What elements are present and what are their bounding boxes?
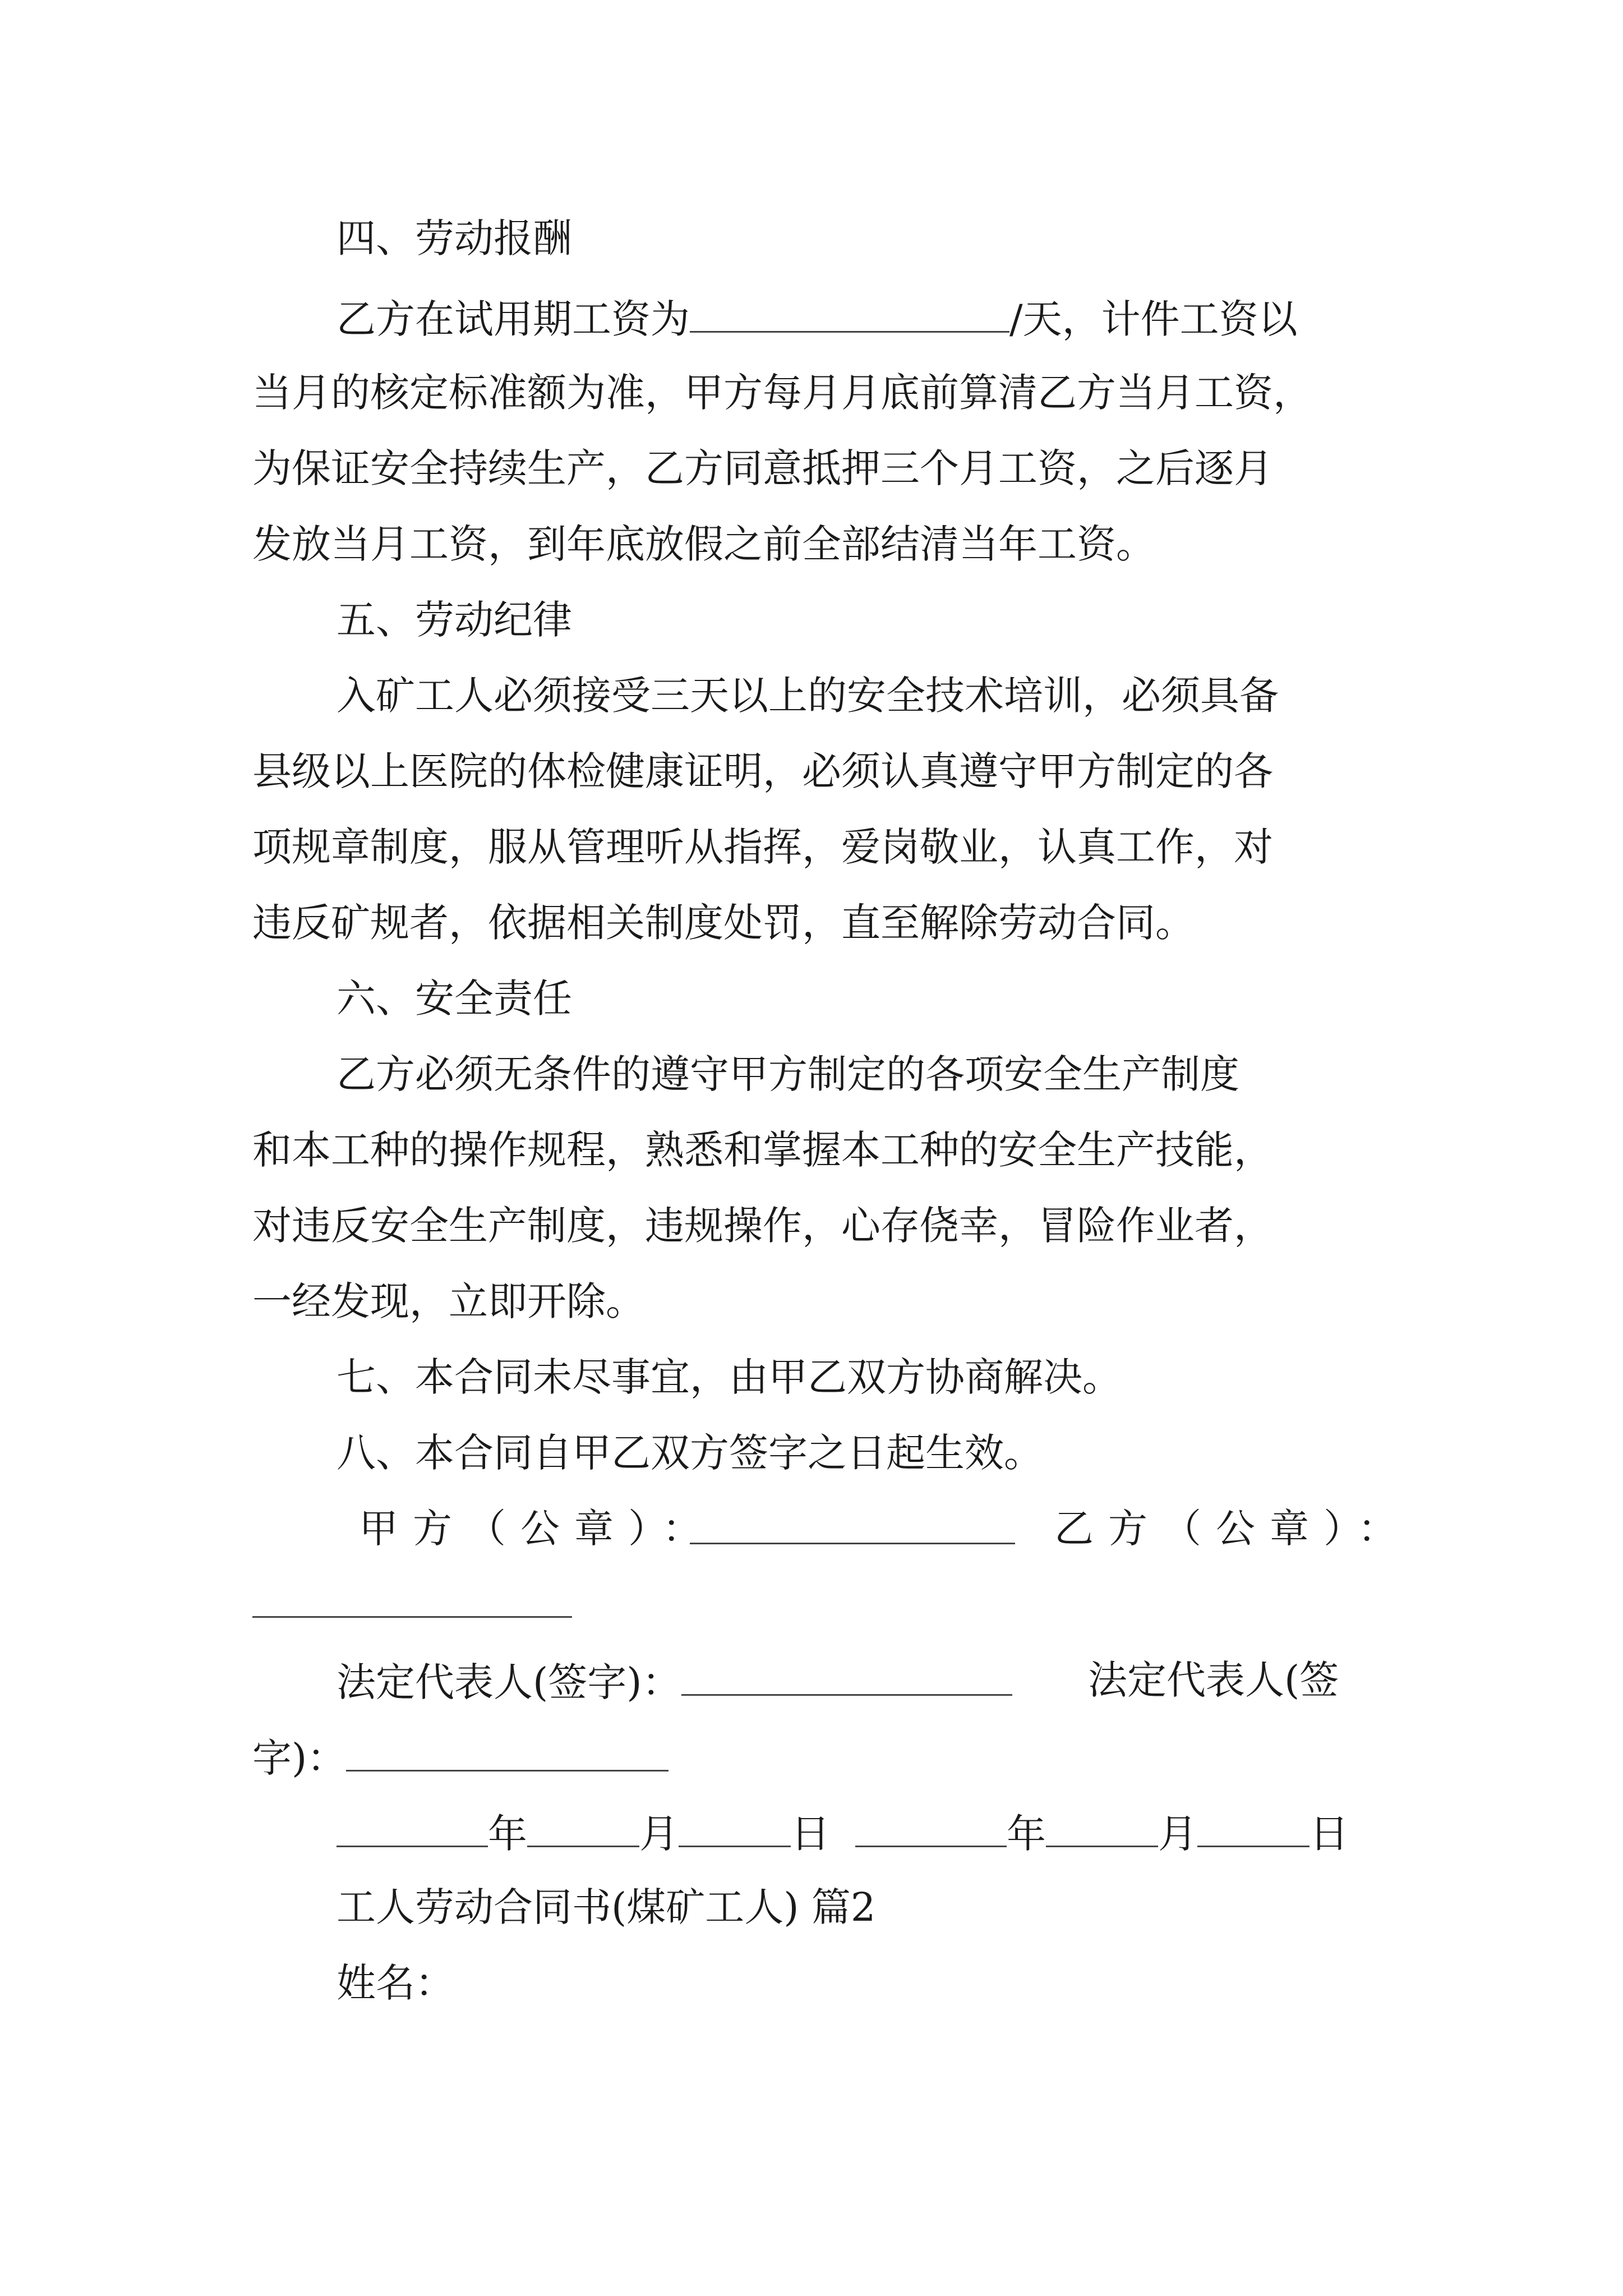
section-4-line-2: 当月的核定标准额为准，甲方每月月底前算清乙方当月工资， [252,370,1312,416]
rep-a-blank [681,1660,1012,1696]
rep-a-label: 法定代表人(签字)： [336,1659,681,1705]
section-4-line-1 [336,296,1298,342]
section-5-heading: 五、劳动纪律 [336,597,572,643]
trial-wage-blank [690,297,1009,333]
date-line [336,1811,1349,1857]
rep-b-label-part-2: 字)： [252,1735,347,1781]
date-a-day: 日 [791,1811,830,1857]
rep-b-label-part-1: 法定代表人(签 [1088,1657,1339,1703]
date-a-year-blank [336,1812,488,1847]
date-b-month: 月 [1158,1811,1197,1857]
party-b-seal-label: 乙方（公章）： [1054,1506,1412,1552]
section-6-line-1: 乙方必须无条件的遵守甲方制定的各项安全生产制度 [336,1051,1239,1097]
section-4-line-4: 发放当月工资，到年底放假之前全部结清当年工资。 [252,521,1155,567]
rep-a-line [336,1659,1012,1705]
next-section-title: 工人劳动合同书(煤矿工人) 篇2 [336,1884,876,1930]
date-a-month-blank [527,1812,639,1847]
date-b-month-blank [1046,1812,1158,1847]
section-6-line-2: 和本工种的操作规程，熟悉和掌握本工种的安全生产技能， [252,1127,1273,1173]
date-b-day: 日 [1310,1811,1349,1857]
section-7: 七、本合同未尽事宜，由甲乙双方协商解决。 [336,1354,1122,1400]
date-b-day-blank [1197,1812,1310,1847]
section-5-line-3: 项规章制度，服从管理听从指挥，爱岗敬业，认真工作，对 [252,824,1273,870]
party-a-seal-label: 甲方（公章）： [359,1506,716,1552]
section-5-line-1: 入矿工人必须接受三天以上的安全技术培训，必须具备 [336,673,1279,719]
trial-wage-label: 乙方在试用期工资为 [336,296,690,342]
party-a-seal-blank [690,1509,1015,1544]
section-5-line-4: 违反矿规者，依据相关制度处罚，直至解除劳动合同。 [252,900,1195,946]
section-8: 八、本合同自甲乙双方签字之日起生效。 [336,1430,1043,1476]
section-5-line-2: 县级以上医院的体检健康证明，必须认真遵守甲方制定的各 [252,748,1273,794]
rep-b-line [252,1735,668,1781]
piece-wage-text: /天，计件工资以 [1009,296,1298,342]
section-6-heading: 六、安全责任 [336,976,572,1022]
section-6-line-4: 一经发现，立即开除。 [252,1278,645,1324]
date-a-year: 年 [488,1811,527,1857]
date-b-year-blank [855,1812,1007,1847]
party-b-seal-blank [252,1605,572,1618]
section-4-heading: 四、劳动报酬 [336,215,572,261]
date-a-month: 月 [639,1811,679,1857]
section-6-line-3: 对违反安全生产制度，违规操作，心存侥幸，冒险作业者， [252,1203,1273,1249]
rep-b-blank [346,1736,668,1772]
name-label: 姓名： [336,1960,454,2006]
date-b-year: 年 [1007,1811,1046,1857]
date-a-day-blank [679,1812,791,1847]
section-4-line-3: 为保证安全持续生产，乙方同意抵押三个月工资，之后逐月 [252,445,1273,491]
